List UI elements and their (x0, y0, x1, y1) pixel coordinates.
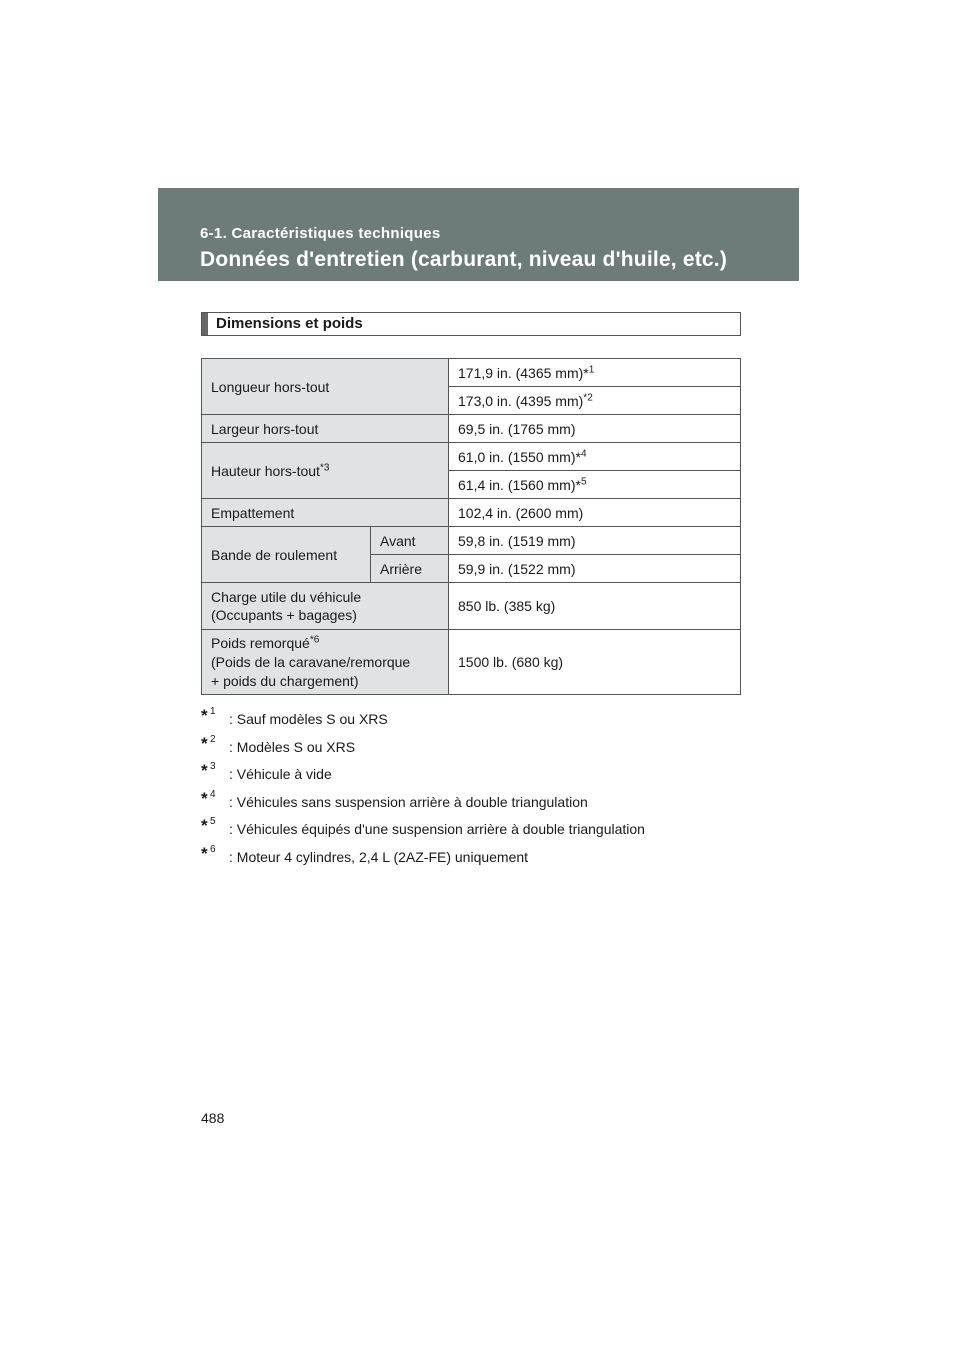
footnote-star: * (201, 706, 208, 725)
section-heading-label: Dimensions et poids (216, 315, 363, 332)
footnote-item (201, 706, 761, 734)
table-row (202, 583, 741, 630)
row-value-empattement: 102,4 in. (2600 mm) (449, 499, 741, 527)
section-heading (201, 312, 741, 336)
table-row (202, 499, 741, 527)
footnote-number: 3 (210, 761, 216, 772)
row-label-poids: Poids remorqué$^{*6}$ (Poids de la caravane/remorque + poids du chargement) (202, 630, 449, 695)
chapter-title: 6-1. Caractéristiques techniques (200, 225, 441, 242)
footnote-text: : Sauf modèles S ou XRS (229, 711, 388, 727)
row-value-hauteur-2: 61,4 in. (1560 mm)*$^5$ (449, 471, 741, 499)
footnote-text: : Véhicule à vide (229, 766, 332, 782)
page-number: 488 (201, 1110, 225, 1126)
footnote-number: 1 (210, 706, 216, 717)
row-label-largeur: Largeur hors-tout (202, 415, 449, 443)
footnote-text: : Véhicules sans suspension arrière à double triangulation (229, 793, 588, 810)
row-value-avant: 59,8 in. (1519 mm) (449, 527, 741, 555)
footnote-star: * (201, 788, 208, 808)
row-value-hauteur-1: 61,0 in. (1550 mm)*$^4$ (449, 443, 741, 471)
section-heading-bar (202, 313, 208, 335)
row-value-longueur-2: 173,0 in. (4395 mm)$^{*2}$ (449, 387, 741, 415)
row-value-longueur-1: 171,9 in. (4365 mm)*$^1$ (449, 359, 741, 387)
row-sublabel-arriere: Arrière (371, 555, 449, 583)
row-label-bande: Bande de roulement (202, 527, 371, 583)
row-value-arriere: 59,9 in. (1522 mm) (449, 555, 741, 583)
footnote-number: 6 (210, 843, 216, 855)
table-row (202, 630, 741, 695)
footnote-number: 2 (210, 733, 216, 745)
footnote-star: * (201, 816, 208, 835)
table-row (202, 415, 741, 443)
footnote-item (201, 789, 761, 817)
footnote-star: * (201, 733, 208, 753)
footnote-item (201, 816, 761, 844)
row-label-charge: Charge utile du véhicule (Occupants + bagages) (202, 583, 449, 630)
footnote-item (201, 734, 761, 762)
footnote-item (201, 844, 761, 872)
row-value-poids: 1500 lb. (680 kg) (449, 630, 741, 695)
footnote-text: : Moteur 4 cylindres, 2,4 L (2AZ-FE) uniquement (229, 848, 529, 865)
footnote-text: : Modèles S ou XRS (229, 738, 356, 755)
row-value-charge: 850 lb. (385 kg) (449, 583, 741, 630)
row-label-hauteur: Hauteur hors-tout$^{*3}$ (202, 443, 449, 499)
dimensions-table (201, 358, 741, 695)
footnote-number: 4 (210, 788, 216, 800)
footnotes (201, 706, 761, 871)
table-row (202, 443, 741, 471)
table-row (202, 527, 741, 555)
table-row (202, 359, 741, 387)
page-title: Données d'entretien (carburant, niveau d'huile, etc.) (200, 248, 728, 271)
row-label-empattement: Empattement (202, 499, 449, 527)
footnote-text: : Véhicules équipés d'une suspension arrière à double triangulation (229, 821, 645, 837)
footnote-star: * (201, 761, 208, 780)
footnote-star: * (201, 843, 208, 863)
footnote-number: 5 (210, 816, 216, 827)
row-label-longueur: Longueur hors-tout (202, 359, 449, 415)
footnote-item (201, 761, 761, 789)
row-sublabel-avant: Avant (371, 527, 449, 555)
row-value-largeur: 69,5 in. (1765 mm) (449, 415, 741, 443)
